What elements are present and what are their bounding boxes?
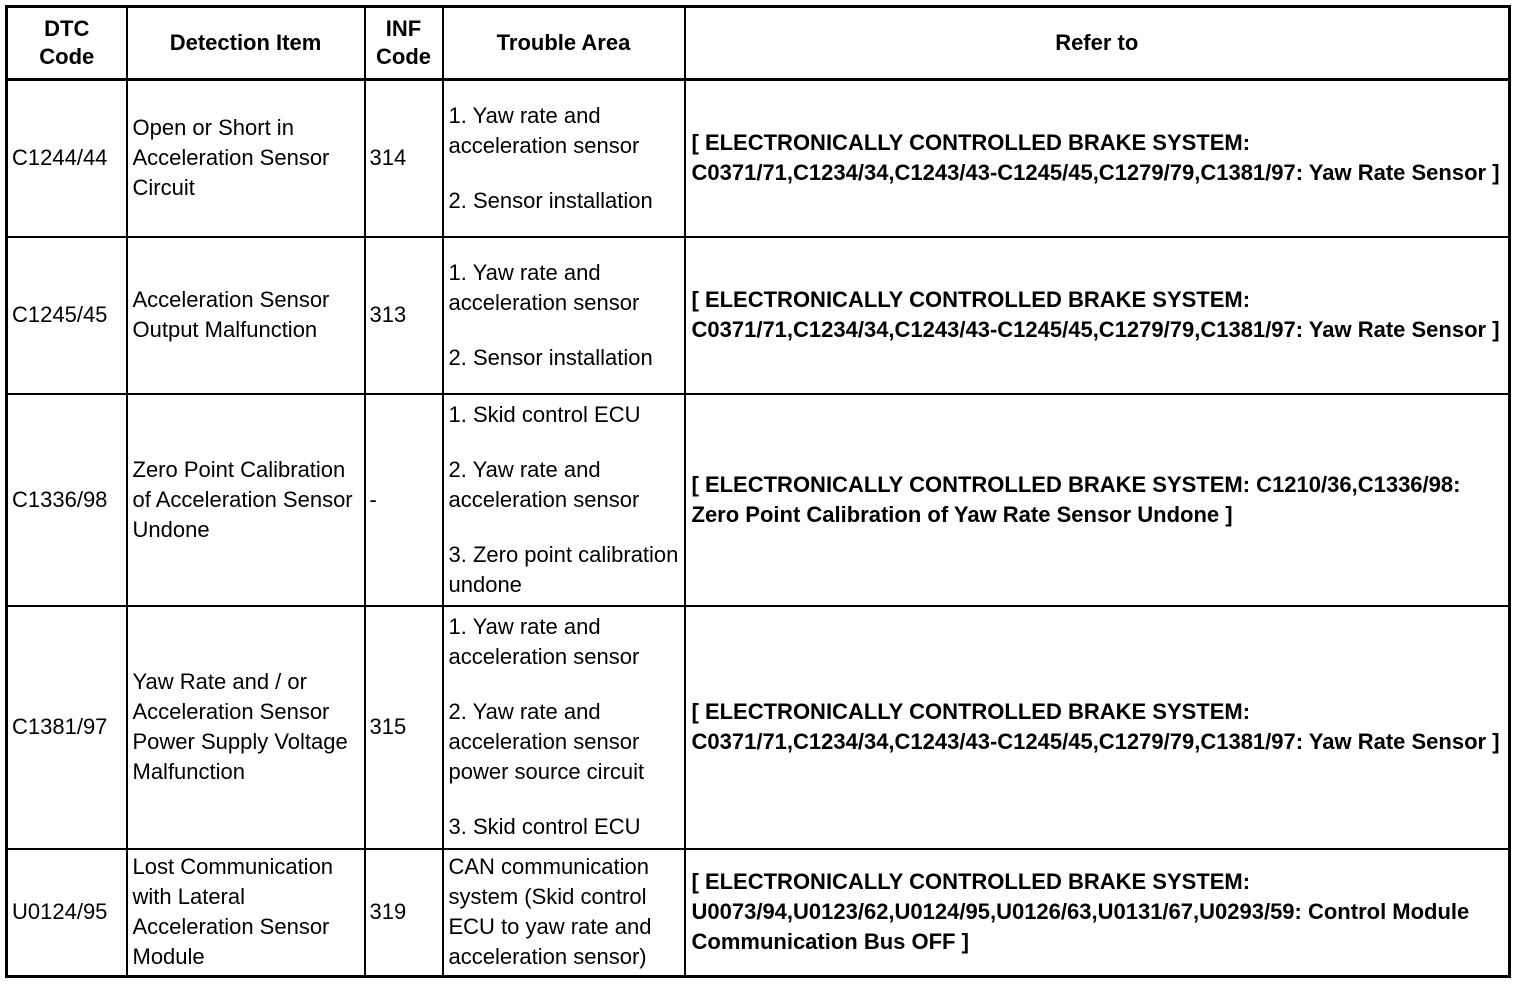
inf-code-cell: 319 (365, 849, 443, 977)
refer-to-cell: [ ELECTRONICALLY CONTROLLED BRAKE SYSTEM: C0371/71,C1234/34,C1243/43-C1245/45,C1279/79,C1381/97: Yaw Rate Sensor ] (685, 80, 1510, 237)
refer-to-cell: [ ELECTRONICALLY CONTROLLED BRAKE SYSTEM: C1210/36,C1336/98: Zero Point Calibration of Yaw Rate Sensor Undone ] (685, 394, 1510, 606)
refer-to-cell: [ ELECTRONICALLY CONTROLLED BRAKE SYSTEM: U0073/94,U0123/62,U0124/95,U0126/63,U0131/67,U0293/59: Control Module Communication Bus OFF ] (685, 849, 1510, 977)
header-refer-to: Refer to (685, 7, 1510, 80)
inf-code-cell: 313 (365, 237, 443, 394)
trouble-item: 3. Zero point calibration undone (448, 541, 679, 597)
detection-item-cell: Yaw Rate and / or Acceleration Sensor Power Supply Voltage Malfunction (127, 606, 365, 849)
table-row (7, 80, 1510, 237)
inf-code-cell: - (365, 394, 443, 606)
detection-item-cell: Lost Communication with Lateral Acceleration Sensor Module (127, 849, 365, 977)
trouble-item: 1. Skid control ECU (448, 401, 641, 427)
inf-code-cell: 315 (365, 606, 443, 849)
dtc-code-cell: C1381/97 (7, 606, 127, 849)
table-header-row (7, 7, 1510, 80)
header-dtc-code: DTC Code (7, 7, 127, 80)
trouble-item: 1. Yaw rate and acceleration sensor (448, 102, 640, 158)
header-detection-item: Detection Item (127, 7, 365, 80)
trouble-item: 2. Yaw rate and acceleration sensor (448, 456, 640, 512)
inf-code-cell: 314 (365, 80, 443, 237)
trouble-item: 1. Yaw rate and acceleration sensor (448, 614, 640, 669)
dtc-code-cell: C1244/44 (7, 80, 127, 237)
trouble-item: 1. Yaw rate and acceleration sensor (448, 259, 640, 315)
trouble-item: 2. Sensor installation (448, 187, 653, 213)
trouble-area-cell (443, 606, 685, 849)
trouble-item: 3. Skid control ECU (448, 814, 641, 839)
table-row (7, 394, 1510, 606)
trouble-area-cell (443, 237, 685, 394)
trouble-item: CAN communication system (Skid control ECU to yaw rate and acceleration sensor) (448, 854, 652, 970)
detection-item-cell: Zero Point Calibration of Acceleration Sensor Undone (127, 394, 365, 606)
header-trouble-area: Trouble Area (443, 7, 685, 80)
trouble-area-cell (443, 849, 685, 977)
table-row (7, 606, 1510, 849)
trouble-area-cell (443, 80, 685, 237)
detection-item-cell: Acceleration Sensor Output Malfunction (127, 237, 365, 394)
trouble-item: 2. Sensor installation (448, 344, 653, 370)
refer-to-cell: [ ELECTRONICALLY CONTROLLED BRAKE SYSTEM: C0371/71,C1234/34,C1243/43-C1245/45,C1279/79,C1381/97: Yaw Rate Sensor ] (685, 237, 1510, 394)
detection-item-cell: Open or Short in Acceleration Sensor Circuit (127, 80, 365, 237)
table-row (7, 237, 1510, 394)
dtc-code-cell: C1336/98 (7, 394, 127, 606)
dtc-table (5, 5, 1511, 978)
trouble-area-cell (443, 394, 685, 606)
table-row (7, 849, 1510, 977)
header-inf-code: INF Code (365, 7, 443, 80)
dtc-code-cell: U0124/95 (7, 849, 127, 977)
refer-to-cell: [ ELECTRONICALLY CONTROLLED BRAKE SYSTEM: C0371/71,C1234/34,C1243/43-C1245/45,C1279/79,C1381/97: Yaw Rate Sensor ] (685, 606, 1510, 849)
dtc-code-cell: C1245/45 (7, 237, 127, 394)
trouble-item: 2. Yaw rate and acceleration sensor power source circuit (448, 699, 645, 784)
